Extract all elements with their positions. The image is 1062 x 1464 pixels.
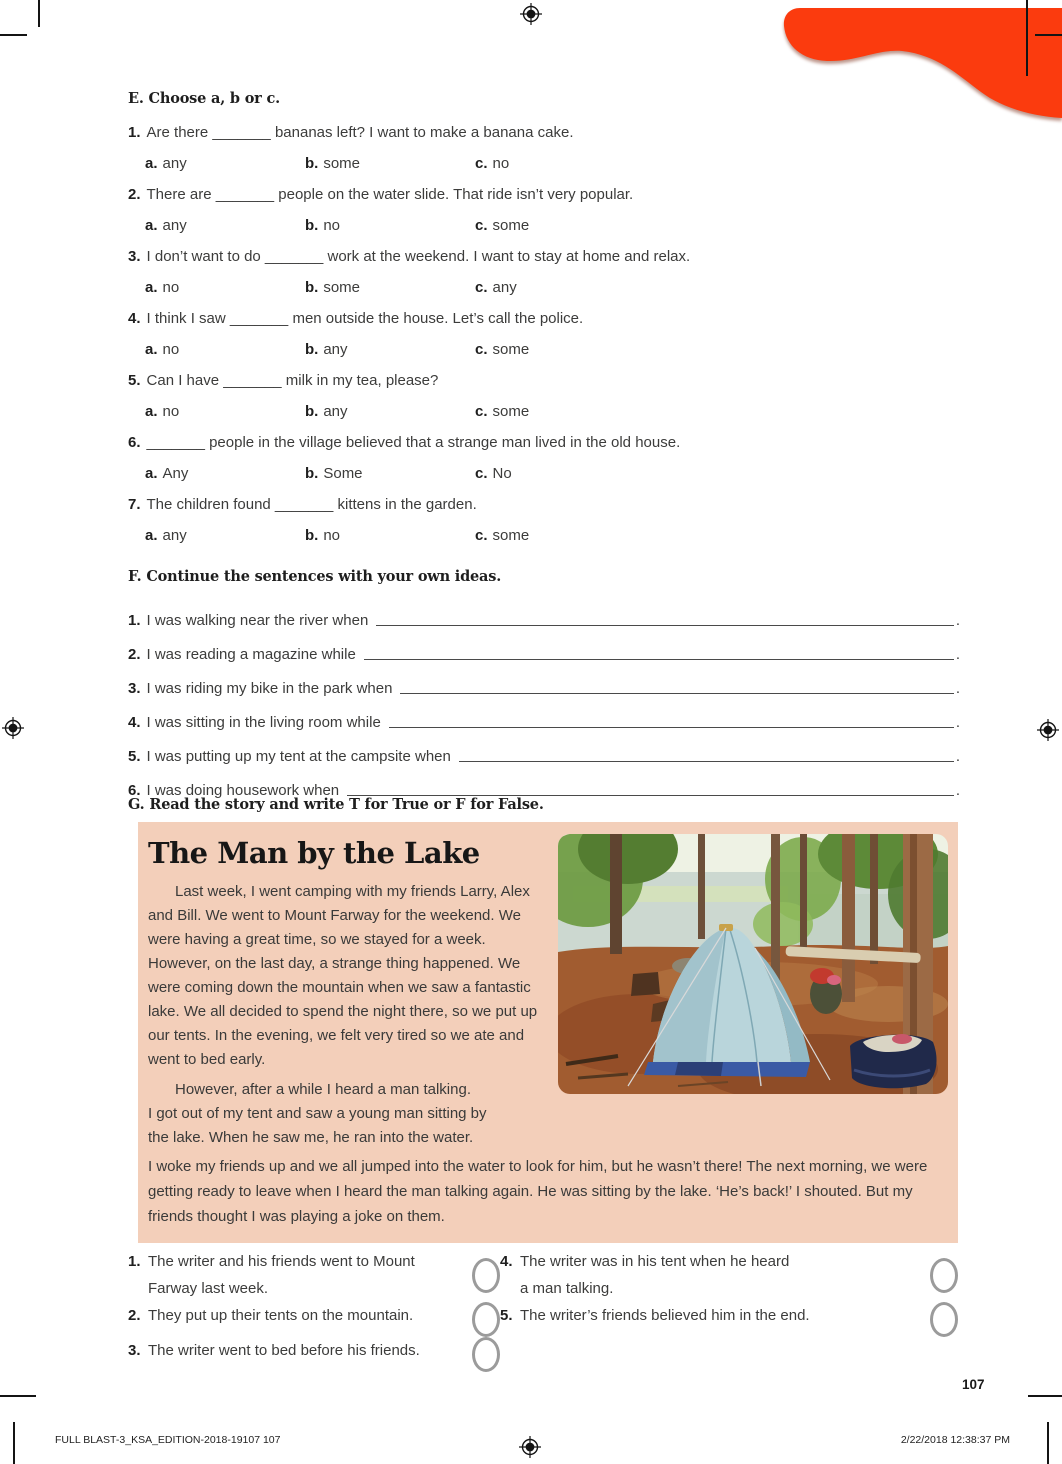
write-in-blank[interactable] bbox=[347, 777, 954, 796]
item-text: I was sitting in the living room while bbox=[146, 714, 381, 731]
option-letter: a. bbox=[145, 279, 158, 296]
option-letter: b. bbox=[305, 465, 319, 482]
fill-in-row bbox=[128, 599, 960, 633]
option-c[interactable] bbox=[475, 148, 509, 179]
answer-circle[interactable] bbox=[472, 1258, 500, 1293]
option-text: no bbox=[162, 279, 180, 296]
question-number: 3. bbox=[128, 248, 141, 265]
options-row bbox=[128, 334, 960, 365]
question-text bbox=[128, 179, 960, 210]
story-paragraph-2-line: I got out of my tent and saw a young man sitting by bbox=[148, 1105, 487, 1122]
option-c[interactable] bbox=[475, 458, 512, 489]
write-in-blank[interactable] bbox=[376, 607, 954, 626]
write-in-blank[interactable] bbox=[400, 675, 953, 694]
item-number: 2. bbox=[128, 646, 141, 663]
option-a[interactable] bbox=[145, 520, 187, 551]
period: . bbox=[955, 680, 960, 697]
option-letter: a. bbox=[145, 155, 158, 172]
option-letter: a. bbox=[145, 341, 158, 358]
option-text: some bbox=[492, 403, 530, 420]
option-letter: b. bbox=[305, 217, 319, 234]
registration-mark-icon bbox=[519, 1436, 541, 1458]
crop-mark bbox=[1035, 34, 1062, 36]
option-text: any bbox=[323, 341, 348, 358]
fill-in-row bbox=[128, 735, 960, 769]
tf-statement bbox=[128, 1248, 500, 1302]
option-text: No bbox=[492, 465, 512, 482]
statement-line: The writer was in his tent when he heard bbox=[520, 1253, 790, 1270]
question-sentence: I think I saw _______ men outside the house. Let’s call the police. bbox=[146, 310, 584, 327]
statement-text bbox=[148, 1248, 466, 1302]
camping-photo bbox=[558, 834, 948, 1094]
question-sentence: _______ people in the village believed that a strange man lived in the old house. bbox=[146, 434, 681, 451]
statement-number: 3. bbox=[128, 1342, 141, 1359]
option-text: any bbox=[162, 527, 187, 544]
statement-text: They put up their tents on the mountain. bbox=[148, 1307, 414, 1324]
option-letter: c. bbox=[475, 403, 488, 420]
question-block bbox=[128, 365, 960, 427]
option-letter: b. bbox=[305, 403, 319, 420]
option-letter: b. bbox=[305, 527, 319, 544]
period: . bbox=[955, 782, 960, 799]
option-a[interactable] bbox=[145, 148, 187, 179]
question-sentence: There are _______ people on the water slide. That ride isn’t very popular. bbox=[146, 186, 634, 203]
option-b[interactable] bbox=[305, 148, 360, 179]
option-text: any bbox=[162, 217, 187, 234]
statement-line: a man talking. bbox=[520, 1280, 614, 1297]
option-text: any bbox=[323, 403, 348, 420]
question-block bbox=[128, 179, 960, 241]
exercise-g-section bbox=[128, 796, 960, 813]
option-letter: c. bbox=[475, 527, 488, 544]
exercise-e-heading: E. Choose a, b or c. bbox=[128, 90, 280, 107]
item-text: I was riding my bike in the park when bbox=[146, 680, 393, 697]
option-c[interactable] bbox=[475, 210, 529, 241]
crop-mark bbox=[1028, 1395, 1062, 1397]
question-block bbox=[128, 489, 960, 551]
page-number: 107 bbox=[962, 1377, 985, 1392]
option-text: no bbox=[162, 341, 180, 358]
question-number: 6. bbox=[128, 434, 141, 451]
crop-mark bbox=[0, 34, 27, 36]
statement-line: The writer and his friends went to Mount bbox=[148, 1253, 415, 1270]
question-text bbox=[128, 365, 960, 396]
write-in-blank[interactable] bbox=[389, 709, 954, 728]
footer-slug-left: FULL BLAST-3_KSA_EDITION-2018-19107 107 bbox=[55, 1434, 281, 1446]
option-text: some bbox=[492, 527, 530, 544]
statement-number: 4. bbox=[500, 1253, 513, 1270]
question-text bbox=[128, 303, 960, 334]
option-letter: c. bbox=[475, 217, 488, 234]
question-number: 4. bbox=[128, 310, 141, 327]
options-row bbox=[128, 458, 960, 489]
options-row bbox=[128, 210, 960, 241]
option-text: any bbox=[162, 155, 187, 172]
question-block bbox=[128, 427, 960, 489]
option-text: some bbox=[323, 279, 361, 296]
question-number: 1. bbox=[128, 124, 141, 141]
option-a[interactable] bbox=[145, 272, 179, 303]
option-text: no bbox=[162, 403, 180, 420]
exercise-g-heading: G. Read the story and write T for True or F for False. bbox=[128, 796, 544, 813]
period: . bbox=[955, 748, 960, 765]
option-c[interactable] bbox=[475, 520, 529, 551]
item-text: I was putting up my tent at the campsite when bbox=[146, 748, 451, 765]
period: . bbox=[955, 646, 960, 663]
option-text: no bbox=[323, 527, 341, 544]
statement-line: Farway last week. bbox=[148, 1280, 269, 1297]
statement-text bbox=[520, 1248, 924, 1302]
option-text: some bbox=[492, 341, 530, 358]
crop-mark bbox=[1026, 0, 1028, 76]
item-number: 1. bbox=[128, 612, 141, 629]
crop-mark bbox=[0, 1395, 36, 1397]
period: . bbox=[955, 714, 960, 731]
crop-mark bbox=[13, 1422, 15, 1464]
option-letter: c. bbox=[475, 341, 488, 358]
story-box bbox=[138, 822, 958, 1243]
true-false-section bbox=[128, 1248, 958, 1372]
story-title: The Man by the Lake bbox=[148, 836, 480, 870]
statement-number: 2. bbox=[128, 1307, 141, 1324]
exercise-f-section bbox=[128, 568, 960, 803]
story-paragraph-3: I woke my friends up and we all jumped into the water to look for him, but he wasn’t there! The next morning, we were getting ready to leave when I heard the man talking again. He was sitting by the lake. ‘He’s back!’ I shouted. But my friends thought I was playing a joke on them. bbox=[148, 1158, 928, 1225]
option-letter: b. bbox=[305, 341, 319, 358]
question-text bbox=[128, 241, 960, 272]
registration-mark-icon bbox=[2, 717, 24, 739]
question-sentence: Can I have _______ milk in my tea, please? bbox=[146, 372, 439, 389]
option-text: some bbox=[323, 155, 361, 172]
option-letter: a. bbox=[145, 403, 158, 420]
option-a[interactable] bbox=[145, 334, 179, 365]
tf-column-1 bbox=[128, 1248, 500, 1372]
option-letter: b. bbox=[305, 155, 319, 172]
option-text: some bbox=[492, 217, 530, 234]
option-text: no bbox=[492, 155, 510, 172]
story-top bbox=[148, 834, 948, 1150]
tf-statement bbox=[500, 1302, 958, 1337]
answer-circle[interactable] bbox=[472, 1337, 500, 1372]
item-text: I was reading a magazine while bbox=[146, 646, 356, 663]
story-text-column bbox=[148, 834, 546, 1150]
option-c[interactable] bbox=[475, 396, 529, 427]
question-text bbox=[128, 427, 960, 458]
option-b[interactable] bbox=[305, 334, 348, 365]
write-in-blank[interactable] bbox=[459, 743, 954, 762]
item-text: I was doing housework when bbox=[146, 782, 340, 799]
item-number: 5. bbox=[128, 748, 141, 765]
option-text: Some bbox=[323, 465, 363, 482]
registration-mark-icon bbox=[1037, 719, 1059, 741]
write-in-blank[interactable] bbox=[364, 641, 954, 660]
option-letter: a. bbox=[145, 465, 158, 482]
registration-mark-icon bbox=[520, 3, 542, 25]
option-letter: c. bbox=[475, 279, 488, 296]
option-c[interactable] bbox=[475, 334, 529, 365]
option-b[interactable] bbox=[305, 210, 340, 241]
question-text bbox=[128, 489, 960, 520]
question-block bbox=[128, 117, 960, 179]
crop-mark bbox=[1047, 1422, 1049, 1464]
question-sentence: The children found _______ kittens in the garden. bbox=[146, 496, 477, 513]
option-letter: a. bbox=[145, 217, 158, 234]
option-text: Any bbox=[162, 465, 189, 482]
tf-statement bbox=[128, 1337, 500, 1372]
options-row bbox=[128, 520, 960, 551]
option-letter: b. bbox=[305, 279, 319, 296]
story-paragraph-1: Last week, I went camping with my friends Larry, Alex and Bill. We went to Mount Farway for the weekend. We were having a great time, so we stayed for a week. However, on the last day, a strange thing happened. We were coming down the mountain when we saw a fantastic lake. We all decided to spend the night there, so we put up our tents. In the evening, we felt very tired so we ate and went to bed early. bbox=[148, 883, 538, 1068]
answer-circle[interactable] bbox=[930, 1258, 958, 1293]
option-b[interactable] bbox=[305, 458, 363, 489]
option-letter: a. bbox=[145, 527, 158, 544]
question-number: 5. bbox=[128, 372, 141, 389]
fill-in-row bbox=[128, 633, 960, 667]
statement-text: The writer’s friends believed him in the end. bbox=[520, 1307, 810, 1324]
fill-in-row bbox=[128, 667, 960, 701]
statement-text: The writer went to bed before his friends. bbox=[148, 1342, 420, 1359]
question-sentence: I don’t want to do _______ work at the weekend. I want to stay at home and relax. bbox=[146, 248, 691, 265]
option-letter: c. bbox=[475, 155, 488, 172]
option-c[interactable] bbox=[475, 272, 517, 303]
options-row bbox=[128, 396, 960, 427]
option-b[interactable] bbox=[305, 396, 348, 427]
option-a[interactable] bbox=[145, 396, 179, 427]
question-number: 7. bbox=[128, 496, 141, 513]
options-row bbox=[128, 148, 960, 179]
option-text: no bbox=[323, 217, 341, 234]
answer-circle[interactable] bbox=[472, 1302, 500, 1337]
footer-slug-right: 2/22/2018 12:38:37 PM bbox=[900, 1434, 1010, 1446]
tf-column-2 bbox=[500, 1248, 958, 1372]
crop-mark bbox=[38, 0, 40, 27]
statement-number: 5. bbox=[500, 1307, 513, 1324]
option-text: any bbox=[492, 279, 517, 296]
answer-circle[interactable] bbox=[930, 1302, 958, 1337]
item-number: 4. bbox=[128, 714, 141, 731]
fill-in-row bbox=[128, 701, 960, 735]
tf-statement bbox=[500, 1248, 958, 1302]
story-paragraph-2-line: the lake. When he saw me, he ran into the water. bbox=[148, 1129, 474, 1146]
option-b[interactable] bbox=[305, 272, 360, 303]
question-number: 2. bbox=[128, 186, 141, 203]
question-sentence: Are there _______ bananas left? I want to make a banana cake. bbox=[146, 124, 574, 141]
story-paragraph-2-line: However, after a while I heard a man talking. bbox=[175, 1081, 471, 1098]
question-text bbox=[128, 117, 960, 148]
item-number: 3. bbox=[128, 680, 141, 697]
item-text: I was walking near the river when bbox=[146, 612, 369, 629]
options-row bbox=[128, 272, 960, 303]
statement-number: 1. bbox=[128, 1253, 141, 1270]
tf-statement bbox=[128, 1302, 500, 1337]
exercise-e-section bbox=[128, 90, 960, 551]
option-a[interactable] bbox=[145, 210, 187, 241]
question-block bbox=[128, 241, 960, 303]
item-number: 6. bbox=[128, 782, 141, 799]
option-a[interactable] bbox=[145, 458, 188, 489]
period: . bbox=[955, 612, 960, 629]
exercise-f-heading: F. Continue the sentences with your own ideas. bbox=[128, 568, 502, 585]
option-letter: c. bbox=[475, 465, 488, 482]
option-b[interactable] bbox=[305, 520, 340, 551]
question-block bbox=[128, 303, 960, 365]
